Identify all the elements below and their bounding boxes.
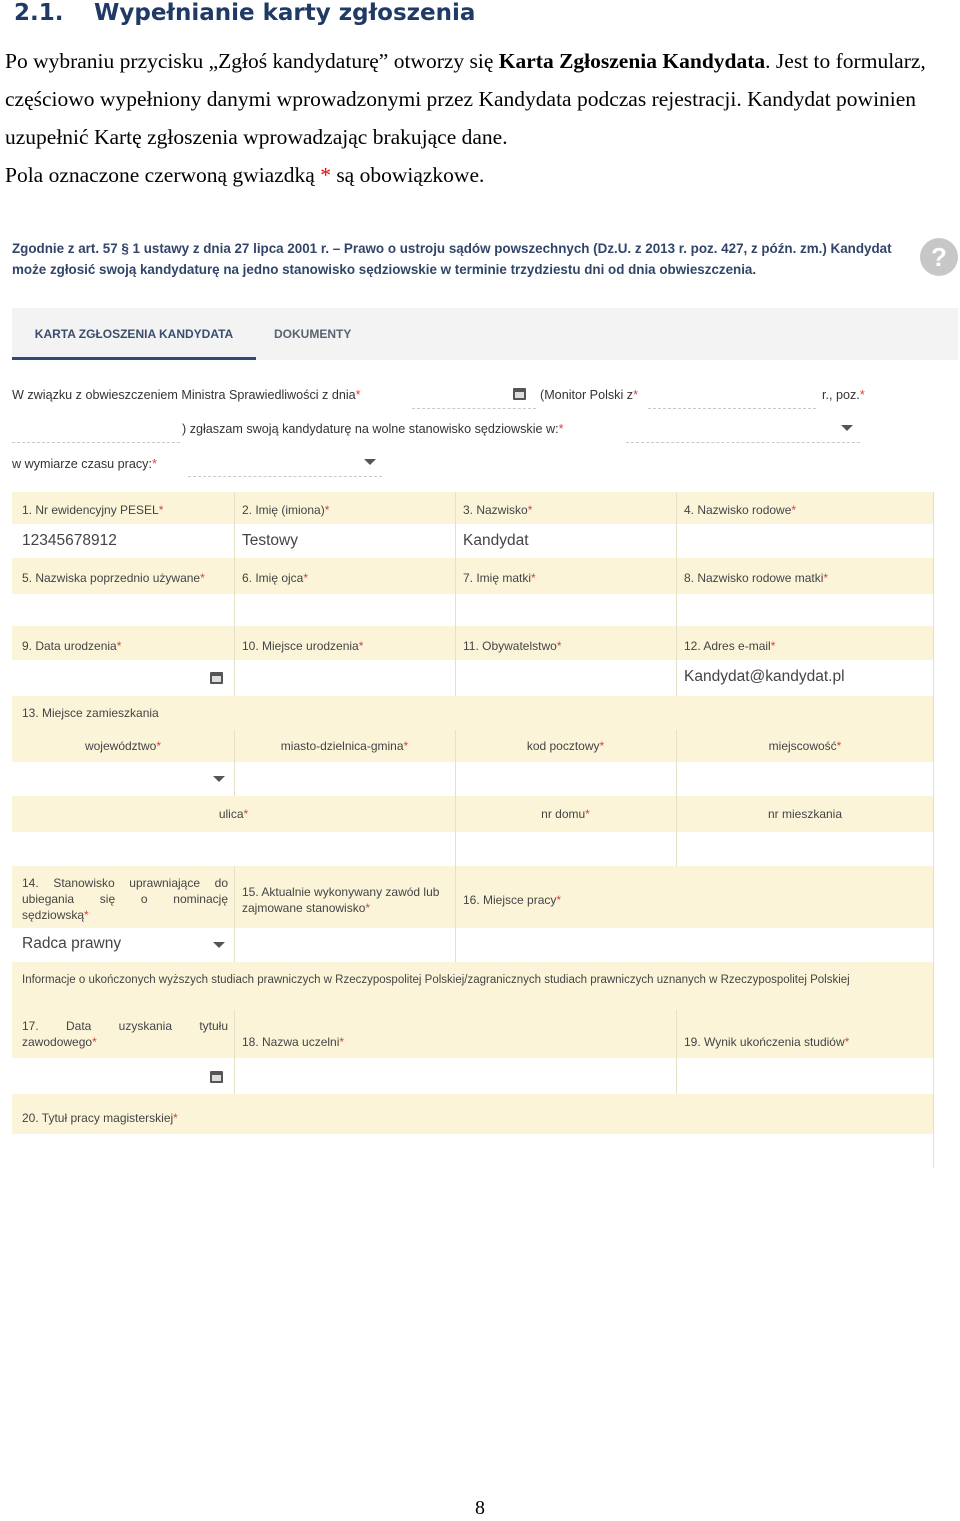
field-label-first-name [242, 502, 329, 518]
required-asterisk: * [92, 1035, 97, 1049]
field-label-birth-date [22, 638, 121, 654]
required-asterisk: * [243, 807, 249, 821]
required-asterisk: * [339, 1035, 345, 1049]
field-label-text: 15. Aktualnie wykonywany zawód lub zajmowane stanowisko [242, 885, 440, 915]
field-label-citizenship [463, 638, 562, 654]
legal-notice: Zgodnie z art. 57 § 1 ustawy z dnia 27 lipca 2001 r. – Prawo o ustroju sądów powszechnych (Dz.U. z 2013 r. poz. 427, z późn. zm.) Kandydat może zgłosić swoją kandydaturę na jedno stanowisko sędziowskie w terminie trzydziestu dni od dnia obwieszczenia. [12, 241, 892, 277]
required-asterisk: * [531, 571, 536, 585]
monitor-year-field[interactable] [648, 382, 816, 409]
calendar-icon[interactable] [210, 1071, 223, 1083]
announcement-label [12, 388, 361, 402]
field-label-text: 11. Obywatelstwo [463, 639, 557, 653]
field-label-workplace [463, 892, 561, 908]
required-asterisk: * [844, 1035, 850, 1049]
field-label-text: 18. Nazwa uczelni [242, 1035, 340, 1049]
calendar-icon[interactable] [513, 388, 526, 400]
field-label-study-result [684, 1034, 849, 1050]
required-asterisk: * [173, 1111, 178, 1125]
poz-label [822, 388, 865, 402]
column-divider [676, 492, 677, 696]
input-row [12, 1058, 934, 1095]
required-asterisk: * [585, 807, 590, 821]
field-label-nomination-position [22, 875, 228, 923]
field-label-text: 17. Data uzyskania tytułu zawodowego [22, 1019, 228, 1049]
form-name-bold: Karta Zgłoszenia Kandydata [498, 49, 766, 73]
field-label-text: 9. Data urodzenia [22, 639, 117, 653]
section-number: 2.1. [14, 0, 64, 26]
field-label-current-job [242, 884, 452, 916]
worktime-select[interactable] [188, 450, 382, 477]
position-label-text: ) zgłaszam swoją kandydaturę na wolne stanowisko sędziowskie w: [182, 422, 559, 436]
input-row[interactable] [12, 832, 934, 867]
field-label-text: 1. Nr ewidencyjny PESEL [22, 503, 159, 517]
field-label-text: 16. Miejsce pracy [463, 893, 557, 907]
worktime-label [12, 457, 157, 471]
first-name-input[interactable]: Testowy [242, 532, 298, 549]
field-label-municipality [234, 738, 455, 754]
field-label-university [242, 1034, 344, 1050]
required-asterisk: * [599, 739, 605, 753]
required-asterisk: * [158, 503, 164, 517]
studies-info-label: Informacje o ukończonych wyższych studiach prawniczych w Rzeczypospolitej Polskiej/zagranicznych studiach prawniczych uznanych w Rzeczypospolitej Polskiej [22, 974, 850, 986]
field-label-text: 19. Wynik ukończenia studiów [684, 1035, 845, 1049]
field-label-text: kod pocztowy [526, 739, 600, 753]
column-divider [455, 730, 456, 866]
email-input[interactable]: Kandydat@kandydat.pl [684, 668, 845, 685]
field-label-text: 5. Nazwiska poprzednio używane [22, 571, 201, 585]
pesel-input[interactable]: 12345678912 [22, 532, 117, 549]
field-label-pesel [22, 502, 163, 518]
field-label-voivodeship [12, 738, 234, 754]
required-asterisk: * [791, 503, 797, 517]
required-asterisk: * [358, 639, 364, 653]
column-divider [234, 866, 235, 962]
field-label-postal-code [455, 738, 676, 754]
grid-right-border [933, 492, 934, 1168]
required-asterisk: * [84, 908, 89, 922]
column-divider [234, 730, 235, 796]
input-row [12, 762, 934, 797]
field-label-text: miasto-dzielnica-gmina [280, 739, 404, 753]
field-label-text: 8. Nazwisko rodowe matki [684, 571, 824, 585]
position-label [182, 422, 564, 436]
field-label-birth-place [242, 638, 363, 654]
input-row[interactable] [12, 1134, 934, 1168]
required-asterisk: * [365, 901, 371, 915]
field-label-text: 12. Adres e-mail [684, 639, 771, 653]
required-asterisk: * [859, 388, 865, 402]
candidate-form-grid [12, 492, 934, 1168]
field-label-text: miejscowość [768, 739, 837, 753]
calendar-icon[interactable] [210, 672, 223, 684]
monitor-label [540, 388, 638, 402]
chevron-down-icon[interactable] [213, 942, 225, 948]
field-label-email [684, 638, 775, 654]
field-label-text: 4. Nazwisko rodowe [684, 503, 792, 517]
column-divider [676, 1010, 677, 1094]
tab-bar [12, 308, 958, 360]
required-asterisk: * [836, 739, 842, 753]
field-label-text: 10. Miejsce urodzenia [242, 639, 359, 653]
field-label-text: województwo [84, 739, 157, 753]
field-label-text: 2. Imię (imiona) [242, 503, 325, 517]
column-divider [234, 492, 235, 696]
chevron-down-icon[interactable] [213, 776, 225, 782]
intro-text-part: . Jest to formularz, częściowo wypełniony danymi wprowadzonymi przez Kandydata podczas rejestracji. Kandydat powinien uzupełnić Kartę zgłoszenia wprowadzając brakujące dane. [5, 49, 926, 149]
field-label-text: 7. Imię matki [463, 571, 532, 585]
field-label-street [12, 806, 455, 822]
column-divider [676, 730, 677, 866]
required-asterisk: * [116, 639, 122, 653]
field-label-thesis-title [22, 1110, 178, 1126]
field-label-house-no [455, 806, 676, 822]
field-label-locality [676, 738, 934, 754]
column-divider [455, 492, 456, 696]
field-label-last-name [463, 502, 532, 518]
field-label-text: 14. Stanowisko uprawniające do ubiegania się o nominację sędziowską [22, 876, 228, 922]
tab-candidate-card[interactable]: KARTA ZGŁOSZENIA KANDYDATA [12, 308, 256, 360]
field-label-mother-family-name [684, 570, 828, 586]
field-label-text: ulica [218, 807, 244, 821]
required-asterisk: * [156, 739, 162, 753]
required-asterisk: * [633, 388, 638, 402]
required-asterisk: * [770, 639, 776, 653]
monitor-label-text: (Monitor Polski z [540, 388, 634, 402]
worktime-label-text: w wymiarze czasu pracy: [12, 457, 152, 471]
intro-text-part: Po wybraniu przycisku „Zgłoś kandydaturę” otworzy się [5, 49, 499, 73]
form-screenshot [0, 228, 960, 1168]
intro-text [5, 42, 955, 194]
help-icon[interactable]: ? [920, 238, 958, 276]
column-divider [234, 1010, 235, 1094]
required-asterisk: * [527, 503, 533, 517]
required-asterisk: * [324, 503, 330, 517]
required-asterisk: * [558, 422, 564, 436]
field-label-text: 20. Tytuł pracy magisterskiej [22, 1111, 174, 1125]
field-label-degree-date [22, 1018, 228, 1050]
field-label-father-name [242, 570, 308, 586]
required-asterisk: * [151, 457, 157, 471]
court-select[interactable] [626, 416, 860, 443]
nomination-position-select[interactable]: Radca prawny [22, 935, 122, 952]
page-number: 8 [475, 1497, 485, 1519]
field-label-residence: 13. Miejsce zamieszkania [22, 706, 159, 720]
field-label-text: nr domu [541, 807, 586, 821]
field-label-text: 6. Imię ojca [242, 571, 304, 585]
field-label-flat-no: nr mieszkania [767, 807, 843, 821]
required-asterisk: * [403, 739, 409, 753]
red-asterisk: * [320, 163, 331, 187]
column-divider [455, 866, 456, 962]
field-label-previous-names [22, 570, 205, 586]
last-name-input[interactable]: Kandydat [463, 532, 529, 549]
chevron-down-icon[interactable] [364, 459, 376, 465]
section-heading [14, 0, 475, 26]
monitor-position-field[interactable] [12, 416, 180, 443]
field-label-text: 3. Nazwisko [463, 503, 528, 517]
section-title: Wypełnianie karty zgłoszenia [94, 0, 476, 26]
required-asterisk: * [823, 571, 829, 585]
chevron-down-icon[interactable] [841, 425, 853, 431]
tab-documents[interactable]: DOKUMENTY [274, 327, 352, 341]
required-asterisk: * [556, 893, 562, 907]
required-asterisk: * [200, 571, 205, 585]
required-asterisk: * [355, 388, 361, 402]
intro-text-part: Pola oznaczone czerwoną gwiazdką [5, 163, 321, 187]
announcement-label-text: W związku z obwieszczeniem Ministra Sprawiedliwości z dnia [12, 388, 356, 402]
field-label-mother-name [463, 570, 536, 586]
intro-text-part: są obowiązkowe. [330, 163, 485, 187]
poz-label-text: r., poz. [822, 388, 860, 402]
required-asterisk: * [303, 571, 309, 585]
input-row[interactable] [12, 594, 934, 627]
field-label-family-name [684, 502, 796, 518]
required-asterisk: * [556, 639, 562, 653]
input-row [12, 928, 934, 963]
